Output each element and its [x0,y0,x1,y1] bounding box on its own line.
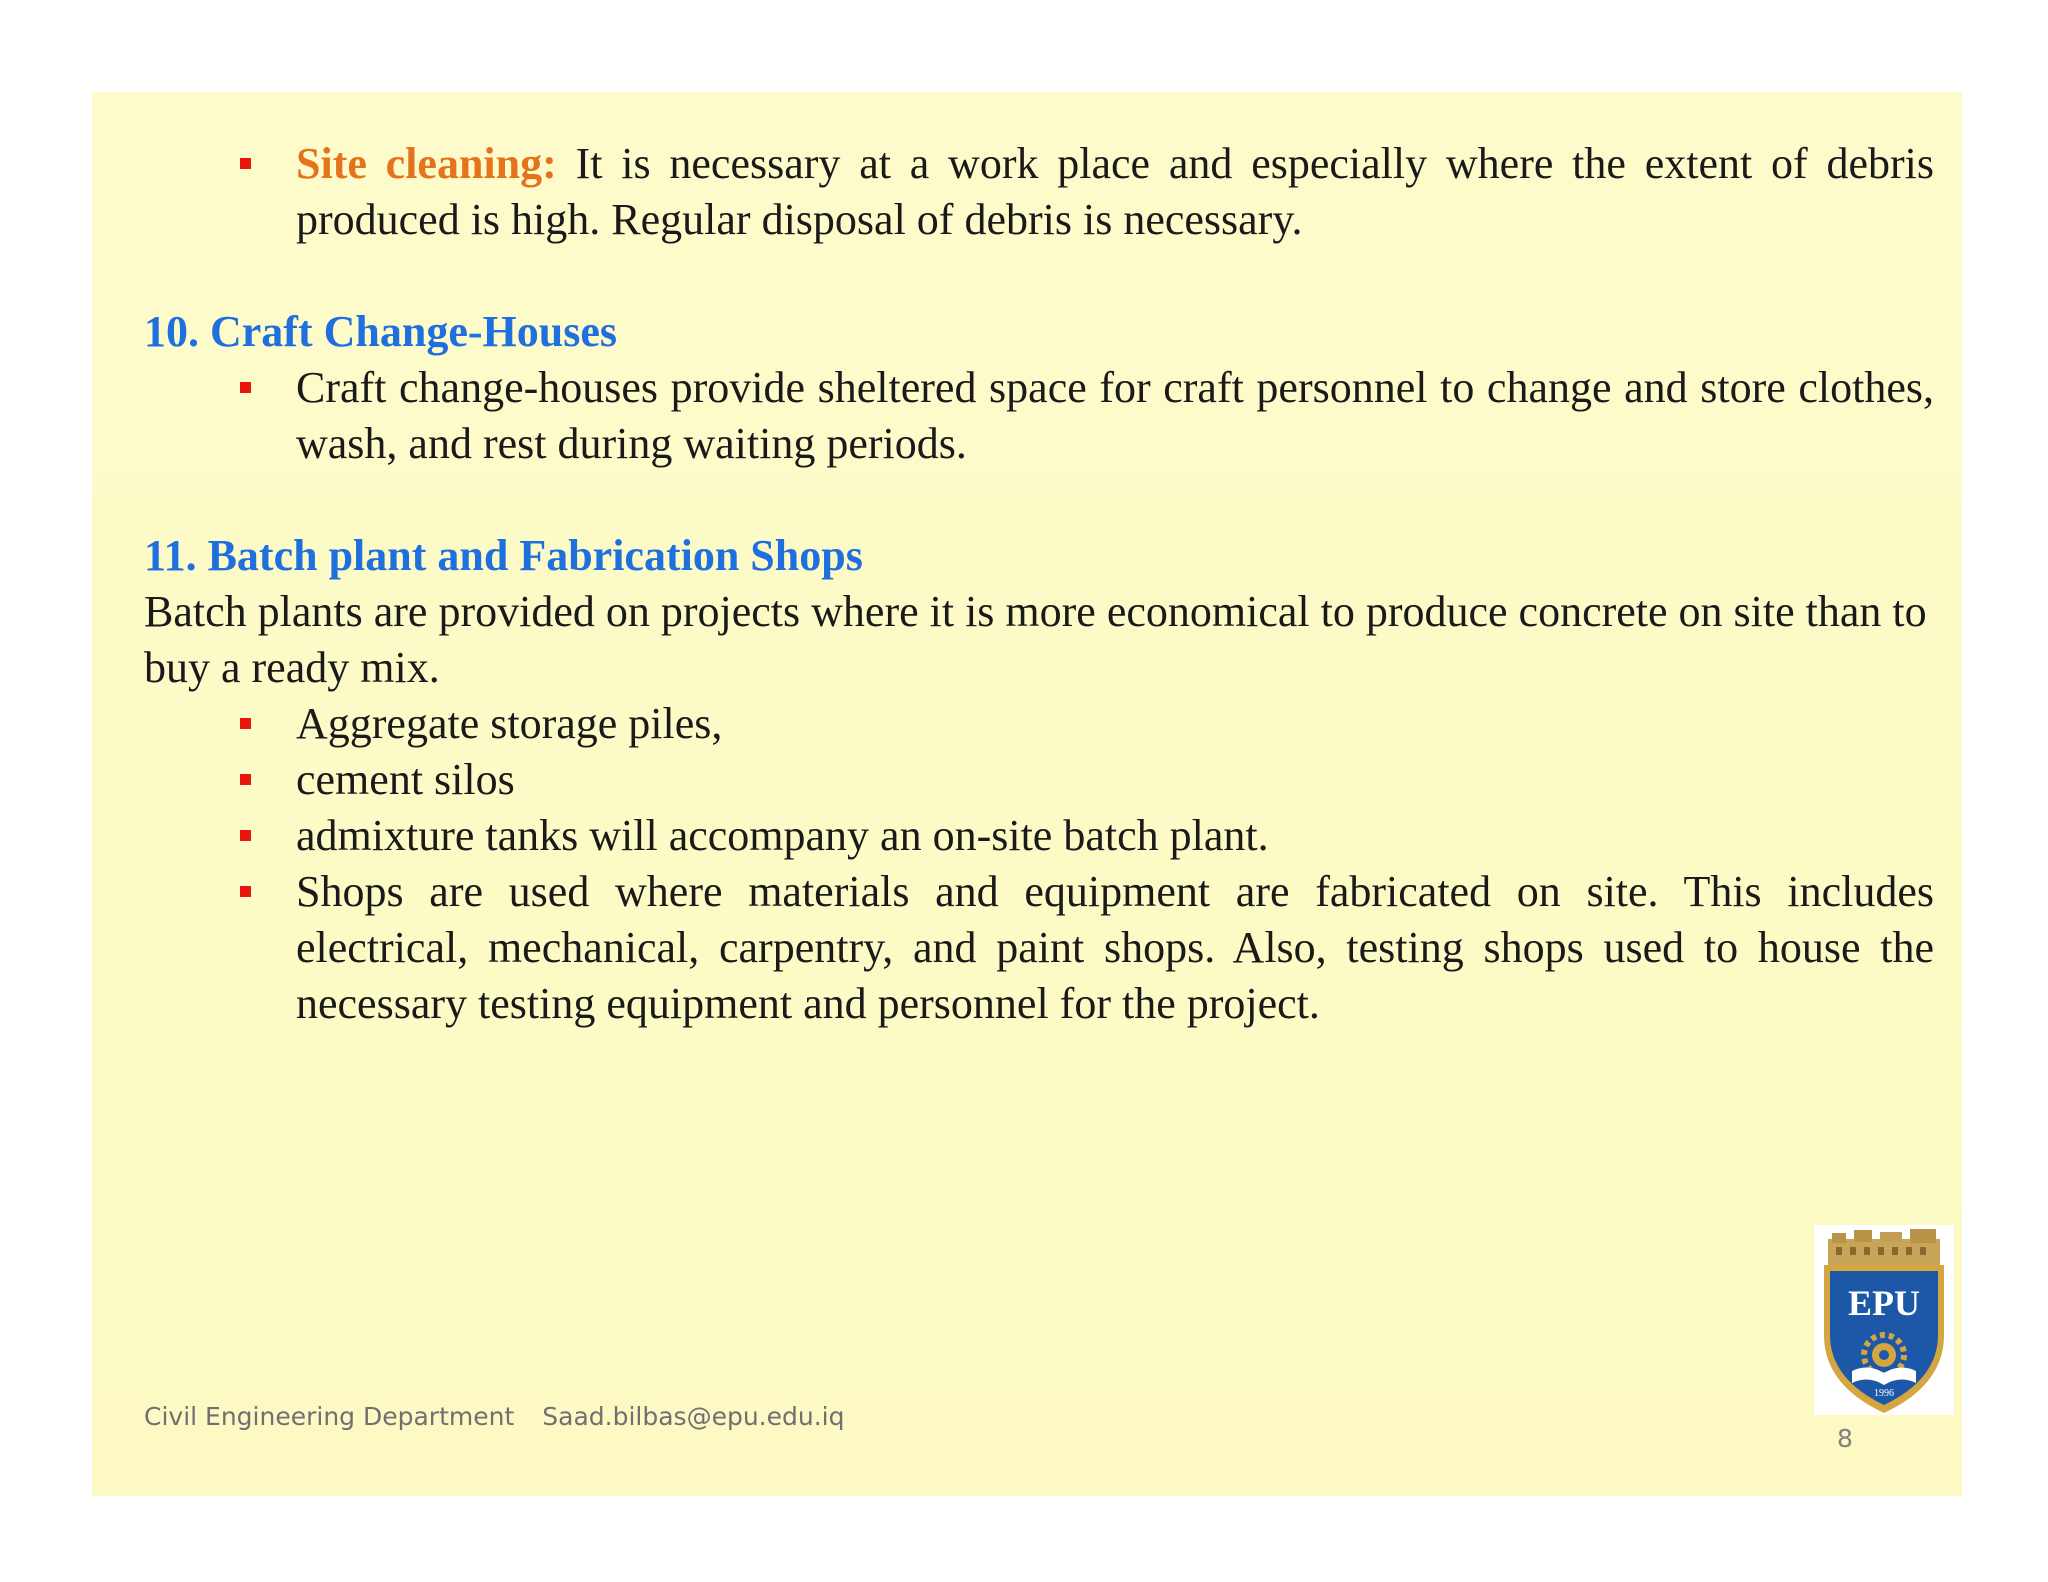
slide-content [144,136,1934,1032]
spacer [144,248,1934,304]
bullet-text: Shops are used where materials and equipment are fabricated on site. This includes electrical, mechanical, carpentry, and paint shops. Also, testing shops used to house the necessary testing equipment and personnel for the project. [296,867,1934,1028]
logo-lettering-epu [1848,1283,1920,1323]
bullet-marker-icon [240,774,251,785]
footer-email: Saad.bilbas@epu.edu.iq [542,1402,845,1431]
bullet-site-cleaning [144,136,1934,248]
epu-university-logo-icon [1814,1225,1954,1415]
bullet-text: admixture tanks will accompany an on-site batch plant. [296,811,1269,860]
bullet-cement-silos [144,752,1934,808]
bullet-lead-text: Site cleaning: [296,139,557,188]
page-number: 8 [1837,1424,1853,1453]
spacer [144,472,1934,528]
bullet-marker-icon [240,886,251,897]
bullet-craft-change-houses [144,360,1934,472]
bullet-admixture-tanks [144,808,1934,864]
bullet-aggregate-storage [144,696,1934,752]
bullet-marker-icon [240,830,251,841]
svg-text:EPU: EPU [1848,1283,1920,1323]
logo-lettering-year [1874,1388,1894,1399]
svg-text:1996: 1996 [1874,1388,1894,1399]
bullet-shops [144,864,1934,1032]
bullet-marker-icon [240,718,251,729]
section-heading-craft-change-houses: 10. Craft Change-Houses [144,307,617,356]
bullet-text: Aggregate storage piles, [296,699,723,748]
bullet-text: Craft change-houses provide sheltered space for craft personnel to change and store clothes, wash, and rest during waiting periods. [296,363,1934,468]
section-heading-batch-plant: 11. Batch plant and Fabrication Shops [144,531,863,580]
bullet-marker-icon [240,382,251,393]
slide-footer [144,1402,844,1431]
bullet-marker-icon [240,158,251,169]
bullet-text: It is necessary at a work place and especially where the extent of debris produced is high. Regular disposal of debris is necessary. [296,139,1935,244]
bullet-text: cement silos [296,755,515,804]
slide [92,92,1962,1496]
footer-department: Civil Engineering Department [144,1402,515,1431]
paragraph-batch-plants: Batch plants are provided on projects where it is more economical to produce concrete on site than to buy a ready mix. [144,587,1927,692]
